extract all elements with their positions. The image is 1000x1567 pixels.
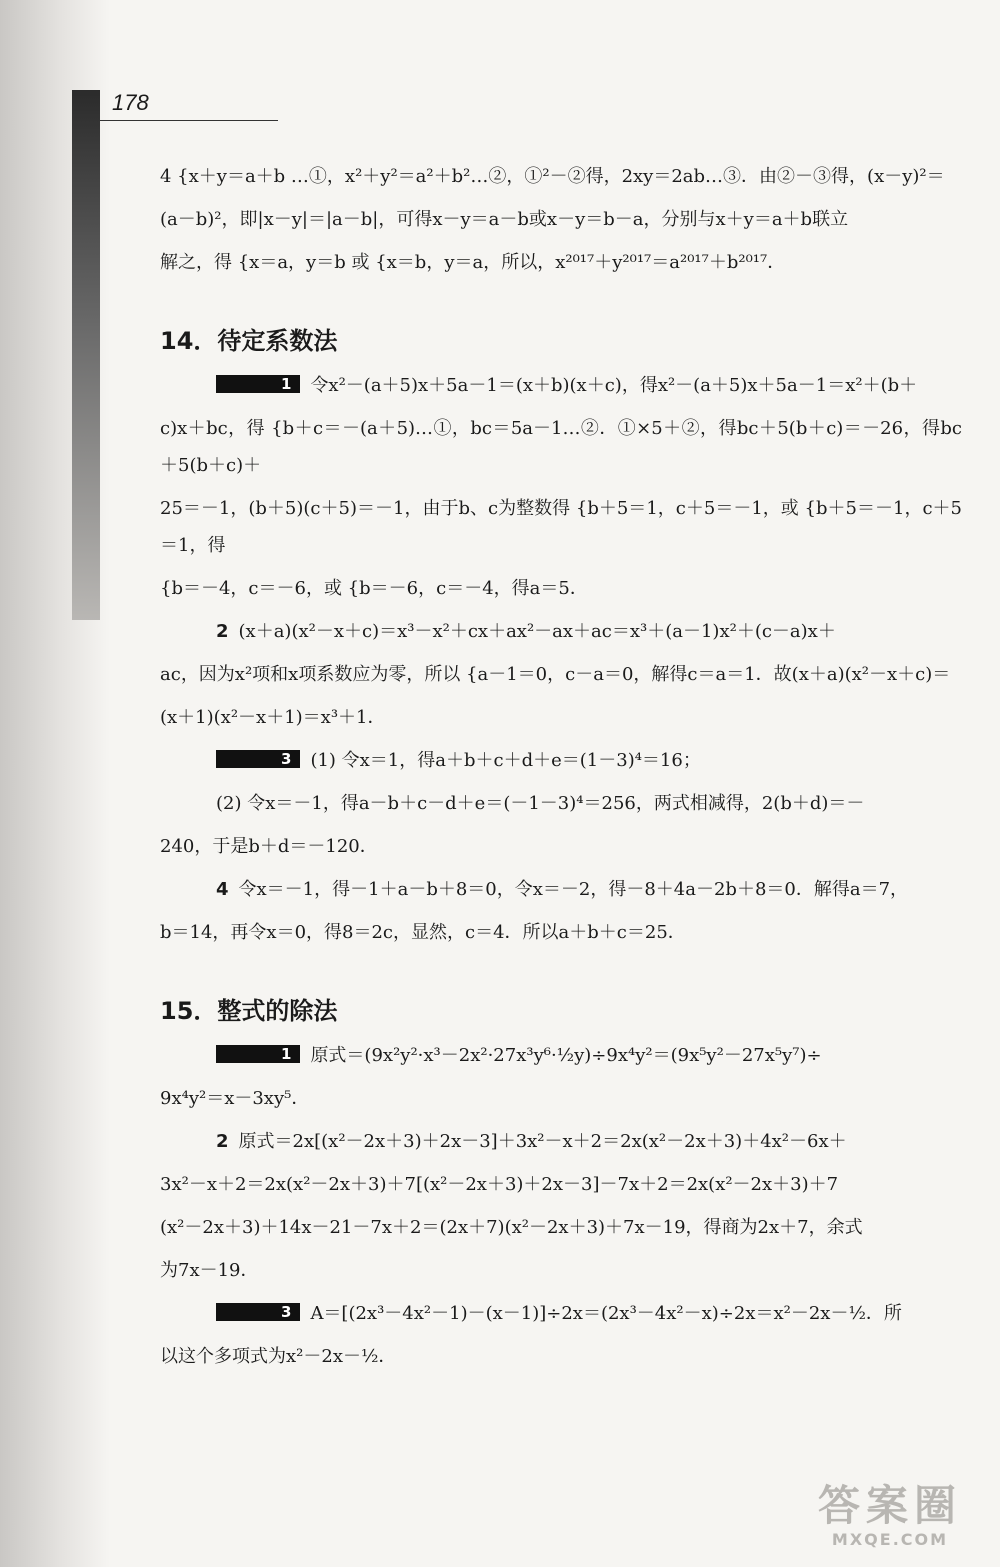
s14-q3-number-box: 3 [216, 750, 300, 768]
answer-13-4-line2: (a－b)²，即|x－y|＝|a－b|，可得x－y＝a－b或x－y＝b－a，分别与x＋y＝a＋b联立 [160, 209, 849, 230]
s14-q1-number-box: 1 [216, 375, 300, 393]
section-title-14: 14．待定系数法 [160, 327, 338, 355]
s14-q1-line1: 令x²－(a＋5)x＋5a－1＝(x＋b)(x＋c)，得x²－(a＋5)x＋5a－1＝x²＋(b＋ [310, 375, 918, 396]
s14-q3-line3: 240，于是b＋d＝－120． [160, 836, 378, 857]
s15-q3-number-box: 3 [216, 1303, 300, 1321]
answer-13-4-line1: 4 {x＋y＝a＋b …①，x²＋y²＝a²＋b²…②，①²－②得，2xy＝2ab…③．由②－③得，(x－y)²＝ [160, 166, 945, 187]
s15-q3-line2: 以这个多项式为x²－2x－½． [160, 1346, 397, 1367]
s15-q2-line3: (x²－2x＋3)＋14x－21－7x＋2＝(2x＋7)(x²－2x＋3)＋7x－19，得商为2x＋7，余式 [160, 1217, 863, 1238]
s15-q1 [160, 1037, 962, 1074]
s14-q2 [160, 613, 962, 650]
s15-q3 [160, 1295, 962, 1332]
s14-q4-line1: 令x＝－1，得－1＋a－b＋8＝0，令x＝－2，得－8＋4a－2b＋8＝0．解得a＝7， [238, 879, 909, 900]
s15-q2-line4: 为7x－19． [160, 1260, 259, 1281]
page-content [160, 158, 962, 1381]
watermark-logo [810, 1482, 970, 1557]
answer-13-4-line3: 解之，得 {x＝a，y＝b 或 {x＝b，y＝a，所以，x²⁰¹⁷＋y²⁰¹⁷＝a²⁰¹⁷＋b²⁰¹⁷． [160, 252, 786, 273]
chapter-tab-marker [72, 90, 100, 620]
s14-q1-line2: c)x＋bc，得 {b＋c＝－(a＋5)…①，bc＝5a－1…②．①×5＋②，得bc＋5(b＋c)＝－26，得bc＋5(b＋c)＋ [160, 418, 962, 476]
s14-q3-line2: (2) 令x＝－1，得a－b＋c－d＋e＝(－1－3)⁴＝256，两式相减得，2(b＋d)＝－ [216, 793, 865, 814]
s14-q1-line4: {b＝－4，c＝－6，或 {b＝－6，c＝－4，得a＝5． [160, 578, 588, 599]
s14-q2-line1: (x＋a)(x²－x＋c)＝x³－x²＋cx＋ax²－ax＋ac＝x³＋(a－1)x²＋(c－a)x＋ [238, 621, 836, 642]
s14-q3-line1: (1) 令x＝1，得a＋b＋c＋d＋e＝(1－3)⁴＝16； [310, 750, 701, 771]
s15-q2 [160, 1123, 962, 1160]
header-rule [100, 120, 278, 121]
s15-q2-number: 2 [216, 1131, 229, 1152]
s15-q3-line1: A＝[(2x³－4x²－1)－(x－1)]÷2x＝(2x³－4x²－x)÷2x＝x²－2x－½．所 [310, 1303, 902, 1324]
s14-q2-line3: (x＋1)(x²－x＋1)＝x³＋1． [160, 707, 386, 728]
s14-q3 [160, 742, 962, 779]
page-number: 178 [112, 90, 149, 115]
watermark-text: 答案圈 [817, 1481, 962, 1530]
s15-q1-number-box: 1 [216, 1045, 300, 1063]
s15-q1-line2: 9x⁴y²＝x－3xy⁵． [160, 1088, 310, 1109]
s14-q2-number: 2 [216, 621, 229, 642]
s14-q1-line3: 25＝－1，(b＋5)(c＋5)＝－1，由于b、c为整数得 {b＋5＝1，c＋5＝－1，或 {b＋5＝－1，c＋5＝1，得 [160, 498, 962, 556]
watermark-url: MXQE.COM [831, 1530, 949, 1549]
s15-q2-line2: 3x²－x＋2＝2x(x²－2x＋3)＋7[(x²－2x＋3)＋2x－3]－7x＋2＝2x(x²－2x＋3)＋7 [160, 1174, 839, 1195]
s14-q4-number: 4 [216, 879, 229, 900]
s14-q4-line2: b＝14，再令x＝0，得8＝2c，显然，c＝4．所以a＋b＋c＝25． [160, 922, 686, 943]
section-title-15: 15．整式的除法 [160, 997, 338, 1025]
s14-q1 [160, 367, 962, 404]
s14-q2-line2: ac，因为x²项和x项系数应为零，所以 {a－1＝0，c－a＝0，解得c＝a＝1．故(x＋a)(x²－x＋c)＝ [160, 664, 951, 685]
s14-q4 [160, 871, 962, 908]
s15-q1-line1: 原式＝(9x²y²·x³－2x²·27x³y⁶·½y)÷9x⁴y²＝(9x⁵y²－27x⁵y⁷)÷ [310, 1045, 822, 1066]
s15-q2-line1: 原式＝2x[(x²－2x＋3)＋2x－3]＋3x²－x＋2＝2x(x²－2x＋3)＋4x²－6x＋ [238, 1131, 847, 1152]
